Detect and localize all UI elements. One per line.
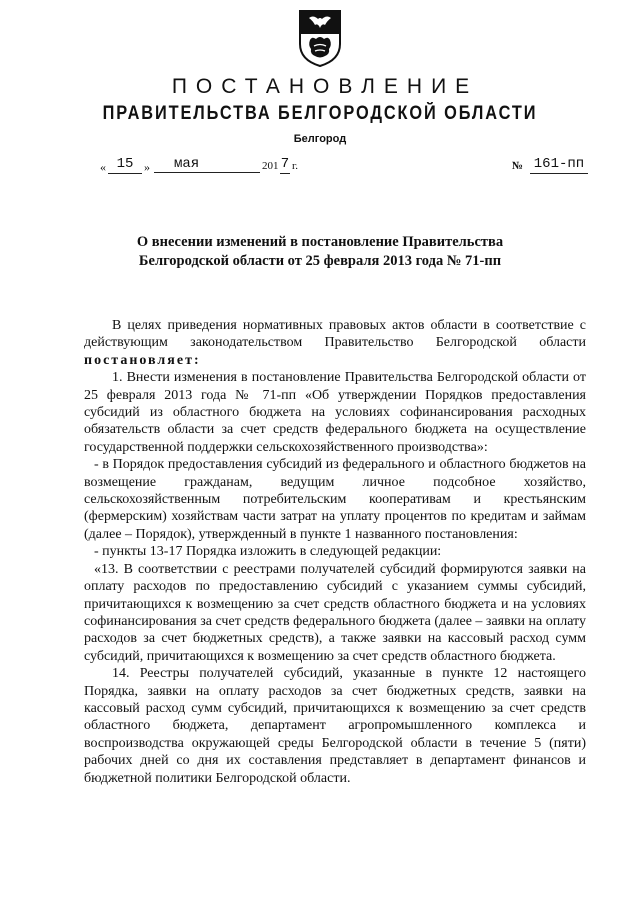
paragraph-item-1: 1. Внести изменения в постановление Правительства Белгородской области от 25 февраля 2013 года № 71-пп «Об утверждении Порядков предоставления субсидий из областного бюджета на условиях софинансирования расходных обязательств области за счет средств федерального бюджета на осуществление государственной поддержки сельскохозяйственного производства»: xyxy=(84,370,586,455)
date-year-suffix: г. xyxy=(292,160,299,172)
date-number-line xyxy=(100,156,590,178)
date-open-quote: « xyxy=(100,160,106,174)
date-close-quote: » xyxy=(144,160,150,174)
paragraph-point-14: 14. Реестры получателей субсидий, указанные в пункте 12 настоящего Порядка, заявки на оплату расходов за счет бюджетных средств, заявки на кассовый расход сумм субсидий, причитающихся к возмещению за счет средств областного бюджета, департамент агропромышленного комплекса и воспроизводства окружающей среды Белгородской области в течение 5 (пяти) рабочих дней со дня их составления представляет в департамент финансов и бюджетной политики Белгородской области. xyxy=(84,666,586,786)
document-number-field: 161-пп xyxy=(530,156,588,174)
number-label: № xyxy=(512,160,524,172)
subject-line: О внесении изменений в постановление Правительства xyxy=(136,234,504,250)
paragraph-preamble xyxy=(84,317,586,369)
date-month-field: мая xyxy=(154,156,260,173)
paragraph-amendment: - в Порядок предоставления субсидий из федерального и областного бюджетов на возмещение гражданам, ведущим личное подсобное хозяйство, сельскохозяйственным потребительским кооперативам и крестьянским (фермерским) хозяйствам части затрат на уплату процентов по кредитам и займам (далее – Порядок), утвержденный в пункте 1 названного постановления: xyxy=(84,457,586,542)
document-type-title: ПОСТАНОВЛЕНИЕ xyxy=(171,75,479,98)
subject-line: Белгородской области от 25 февраля 2013 года № 71-пп xyxy=(138,253,502,269)
preamble-text: В целях приведения нормативных правовых актов области в соответствие с действующим законодательством Правительство Белгородской области xyxy=(84,318,586,351)
paragraph-point-13: «13. В соответствии с реестрами получателей субсидий формируются заявки на оплату расходов по предоставлению субсидий с указанием суммы субсидий, причитающихся к возмещению за счет средств областного бюджета и на условиях софинансирования за счет средств федерального бюджета (далее – заявки на оплату расходов за счет бюджетных средств), а также заявки на кассовый расход сумм субсидий, причитающихся к возмещению за счет средств областного бюджета. xyxy=(84,561,586,664)
document-subject xyxy=(100,233,540,271)
date-year-digit: 7 xyxy=(280,156,290,172)
coat-of-arms-icon xyxy=(296,8,344,68)
date-year-prefix: 201 xyxy=(262,160,279,172)
resolution-verb: постановляет: xyxy=(84,352,201,368)
document-body xyxy=(84,317,586,787)
date-day-field: 15 xyxy=(108,156,142,174)
issuing-authority: ПРАВИТЕЛЬСТВА БЕЛГОРОДСКОЙ ОБЛАСТИ xyxy=(102,103,538,124)
city-name: Белгород xyxy=(293,133,347,145)
paragraph-points: - пункты 13-17 Порядка изложить в следующей редакции: xyxy=(94,544,442,560)
